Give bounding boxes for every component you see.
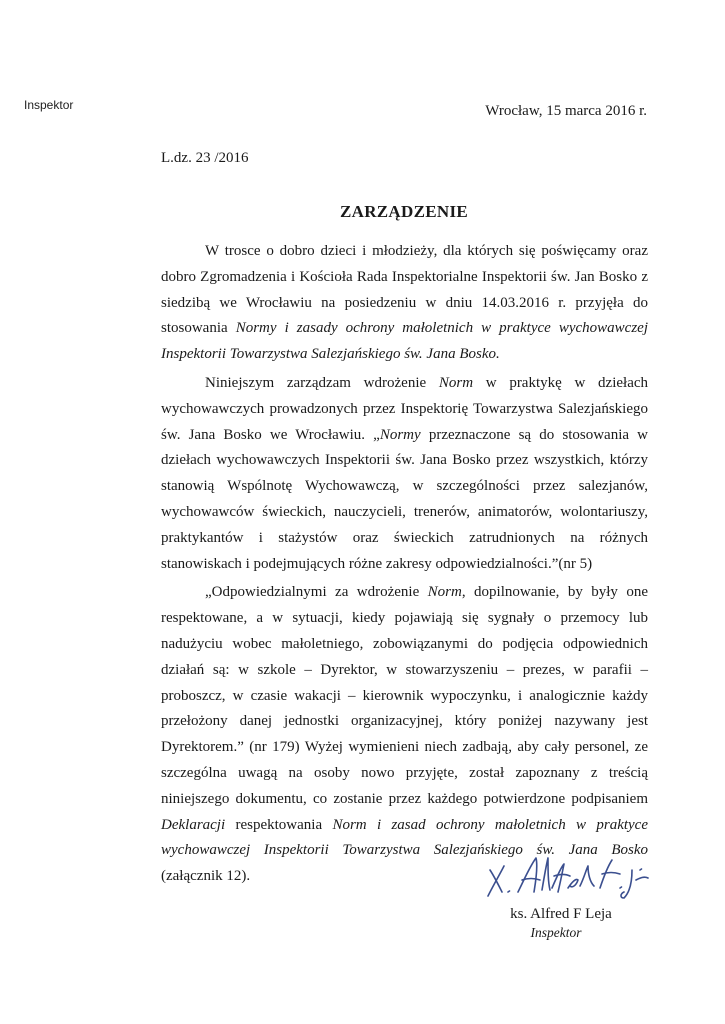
deklaracji-italic: Deklaracji [161,816,226,833]
norm-italic: Norm [438,374,474,391]
signer-name: ks. Alfred F Leja [510,906,612,922]
paragraph-1 [161,239,648,368]
normy-italic: Normy [379,426,421,443]
reference-number: L.dz. 23 /2016 [161,150,249,166]
paragraph-3-text-e: respektowania [225,816,333,833]
norms-title-italic-2: Norm i zasad ochrony małoletnich w praktyce wychowawczej Inspektorii Towarzystwa Salezjańskiego św. Jana Bosko [161,816,648,859]
paragraph-2 [161,371,648,577]
paragraph-2-text-e: przeznaczone są do stosowania w dziełach wychowawczych Inspektorii św. Jana Bosko przez wszystkich, którzy stanowią Wspólnotę Wychowawczą, w szczególności przez salezjanów, wychowawców świeckich, nauczycieli, trenerów, animatorów, wolontariuszy, praktykantów i stażystów oraz świeckich zatrudnionych na różnych stanowiskach i podejmujących różne zakresy odpowiedzialności.”(nr 5) [161,426,648,572]
header-label: Inspektor [24,98,74,112]
paragraph-3-text-a: „Odpowiedzialnymi za wdrożenie [205,584,428,601]
signature-strokes [488,858,648,898]
handwritten-signature [484,852,654,900]
paragraph-2-text-c: w praktykę w dziełach wychowawczych prowadzonych przez Inspektorię Towarzystwa Salezjańskiego św. Jana Bosko we Wrocławiu. „ [161,374,649,443]
signer-role: Inspektor [530,925,582,940]
place-date: Wrocław, 15 marca 2016 r. [485,103,647,119]
paragraph-2-text-a: Niniejszym zarządzam wdrożenie [205,374,439,391]
paragraph-1-text: W trosce o dobro dzieci i młodzieży, dla których się poświęcamy oraz dobro Zgromadzenia i Kościoła Rada Inspektorialne Inspektorii św. Jan Bosko z siedzibą we Wrocławiu na posiedzeniu w dniu 14.03.2016 r. przyjęła do stosowania [161,243,648,337]
norm-italic-2: Norm [427,584,462,601]
paragraph-3-text-g: (załącznik 12). [161,868,251,885]
norms-title-italic: Normy i zasady ochrony małoletnich w praktyce wychowawczej Inspektorii Towarzystwa Salezjańskiego św. Jana Bosko. [161,320,648,363]
paragraph-3-text-c: , dopilnowanie, by były one respektowane, a w sytuacji, kiedy pojawiają się sygnały o przemocy lub nadużyciu wobec małoletniego, zobowiązanymi do podjęcia odpowiednich działań są: w szkole – Dyrektor, w stowarzyszeniu – prezes, w parafii – proboszcz, w czasie wakacji – kierownik wypoczynku, i analogicznie każdy przełożony danej jednostki organizacyjnej, który poniżej nazywany jest Dyrektorem.” (nr 179) Wyżej wymienieni niech zadbają, aby cały personel, ze szczególna uwagą na osoby nowo przyjęte, został zapoznany z treścią niniejszego dokumentu, co zostanie przez każdego potwierdzone podpisaniem [161,584,648,807]
document-title: ZARZĄDZENIE [340,202,468,221]
paragraph-3 [161,580,648,890]
document-body [161,239,648,890]
